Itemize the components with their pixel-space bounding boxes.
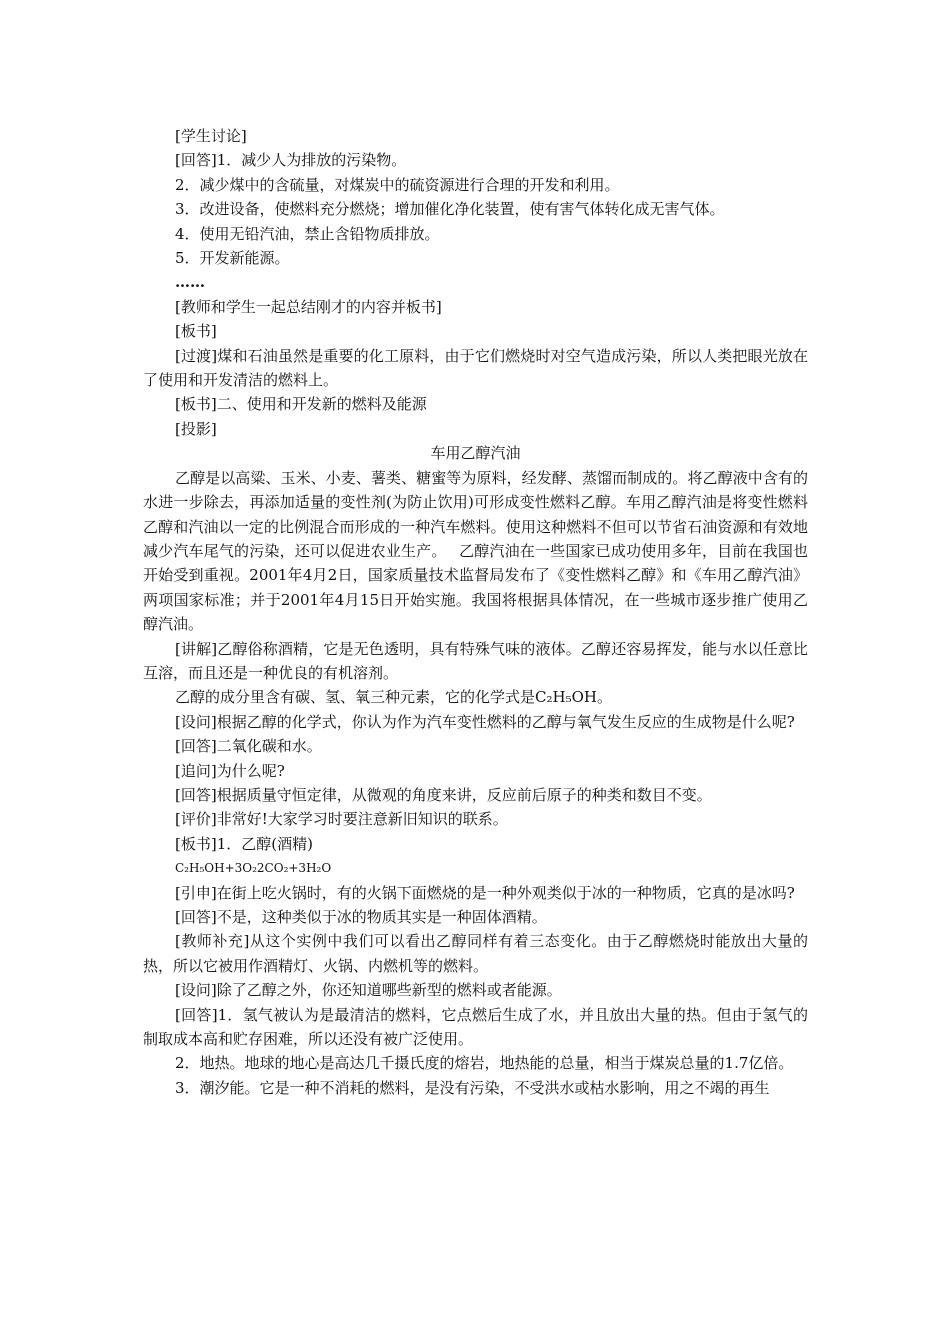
paragraph: [板书]	[175, 322, 217, 341]
paragraph: [设问]根据乙醇的化学式，你认为作为汽车变性燃料的乙醇与氧气发生反应的生成物是什么呢?	[175, 712, 795, 731]
paragraph: [回答]根据质量守恒定律，从微观的角度来讲，反应前后原子的种类和数目不变。	[175, 785, 712, 804]
paragraph: [过渡]煤和石油虽然是重要的化工原料，由于它们燃烧时对空气造成污染，所以人类把眼光放在了使用和开发清洁的燃料上。	[143, 346, 808, 390]
paragraph: 3．改进设备，使燃料充分燃烧；增加催化净化装置，使有害气体转化成无害气体。	[175, 200, 725, 219]
paragraph: [板书]二、使用和开发新的燃料及能源	[175, 395, 427, 414]
paragraph: [追问]为什么呢?	[175, 761, 285, 780]
paragraph: [回答]1．氢气被认为是最清洁的燃料，它点燃后生成了水，并且放出大量的热。但由于氢气的制取成本高和贮存困难，所以还没有被广泛使用。	[143, 1005, 808, 1049]
paragraph: [讲解]乙醇俗称酒精，它是无色透明，具有特殊气味的液体。乙醇还容易挥发，能与水以任意比互溶，而且还是一种优良的有机溶剂。	[143, 639, 808, 682]
paragraph: 4．使用无铅汽油，禁止含铅物质排放。	[175, 224, 440, 243]
document-body	[143, 124, 808, 1100]
paragraph: [教师补充]从这个实例中我们可以看出乙醇同样有着三态变化。由于乙醇燃烧时能放出大量的热，所以它被用作酒精灯、火锅、内燃机等的燃料。	[143, 932, 808, 975]
paragraph: [回答]不是，这种类似于冰的物质其实是一种固体酒精。	[175, 908, 547, 926]
paragraph: [学生讨论]	[175, 127, 247, 145]
paragraph: [评价]非常好!大家学习时要注意新旧知识的联系。	[175, 810, 508, 829]
paragraph: [投影]	[175, 419, 217, 438]
paragraph: [回答]1．减少人为排放的污染物。	[175, 151, 407, 170]
paragraph: [设问]除了乙醇之外，你还知道哪些新型的燃料或者能源。	[175, 981, 562, 1000]
section-title: 车用乙醇汽油	[430, 444, 521, 463]
chemical-equation: C₂H₅OH+3O₂2CO₂+3H₂O	[175, 861, 332, 876]
paragraph: [引申]在街上吃火锅时，有的火锅下面燃烧的是一种外观类似于冰的一种物质，它真的是冰吗?	[175, 883, 795, 902]
paragraph: 3．潮汐能。它是一种不消耗的燃料，是没有污染，不受洪水或枯水影响，用之不竭的再生	[175, 1078, 770, 1097]
ellipsis: ……	[175, 273, 205, 292]
paragraph: 5．开发新能源。	[175, 249, 290, 268]
paragraph: 2．地热。地球的地心是高达几千摄氏度的熔岩，地热能的总量，相当于煤炭总量的1.7亿倍。	[175, 1054, 794, 1073]
paragraph: [教师和学生一起总结刚才的内容并板书]	[175, 297, 442, 316]
paragraph: 2．减少煤中的含硫量，对煤炭中的硫资源进行合理的开发和利用。	[175, 175, 620, 194]
paragraph: [回答]二氧化碳和水。	[175, 737, 322, 756]
paragraph: 乙醇的成分里含有碳、氢、氧三种元素，它的化学式是C₂H₅OH。	[175, 688, 612, 707]
paragraph: [板书]1．乙醇(酒精)	[175, 834, 313, 853]
paragraph: 乙醇是以高粱、玉米、小麦、薯类、糖蜜等为原料，经发酵、蒸馏而制成的。将乙醇液中含有的水进一步除去，再添加适量的变性剂(为防止饮用)可形成变性燃料乙醇。车用乙醇汽油是将变性燃料乙醇和汽油以一定的比例混合而形成的一种汽车燃料。使用这种燃料不但可以节省石油资源和有效地减少汽车尾气的污染，还可以促进农业生产。 乙醇汽油在一些国家已成功使用多年，目前在我国也开始受到重视。2001年4月2日，国家质量技术监督局发布了《变性燃料乙醇》和《车用乙醇汽油》两项国家标准；并于2001年4月15日开始实施。我国将根据具体情况，在一些城市逐步推广使用乙醇汽油。	[143, 468, 808, 634]
